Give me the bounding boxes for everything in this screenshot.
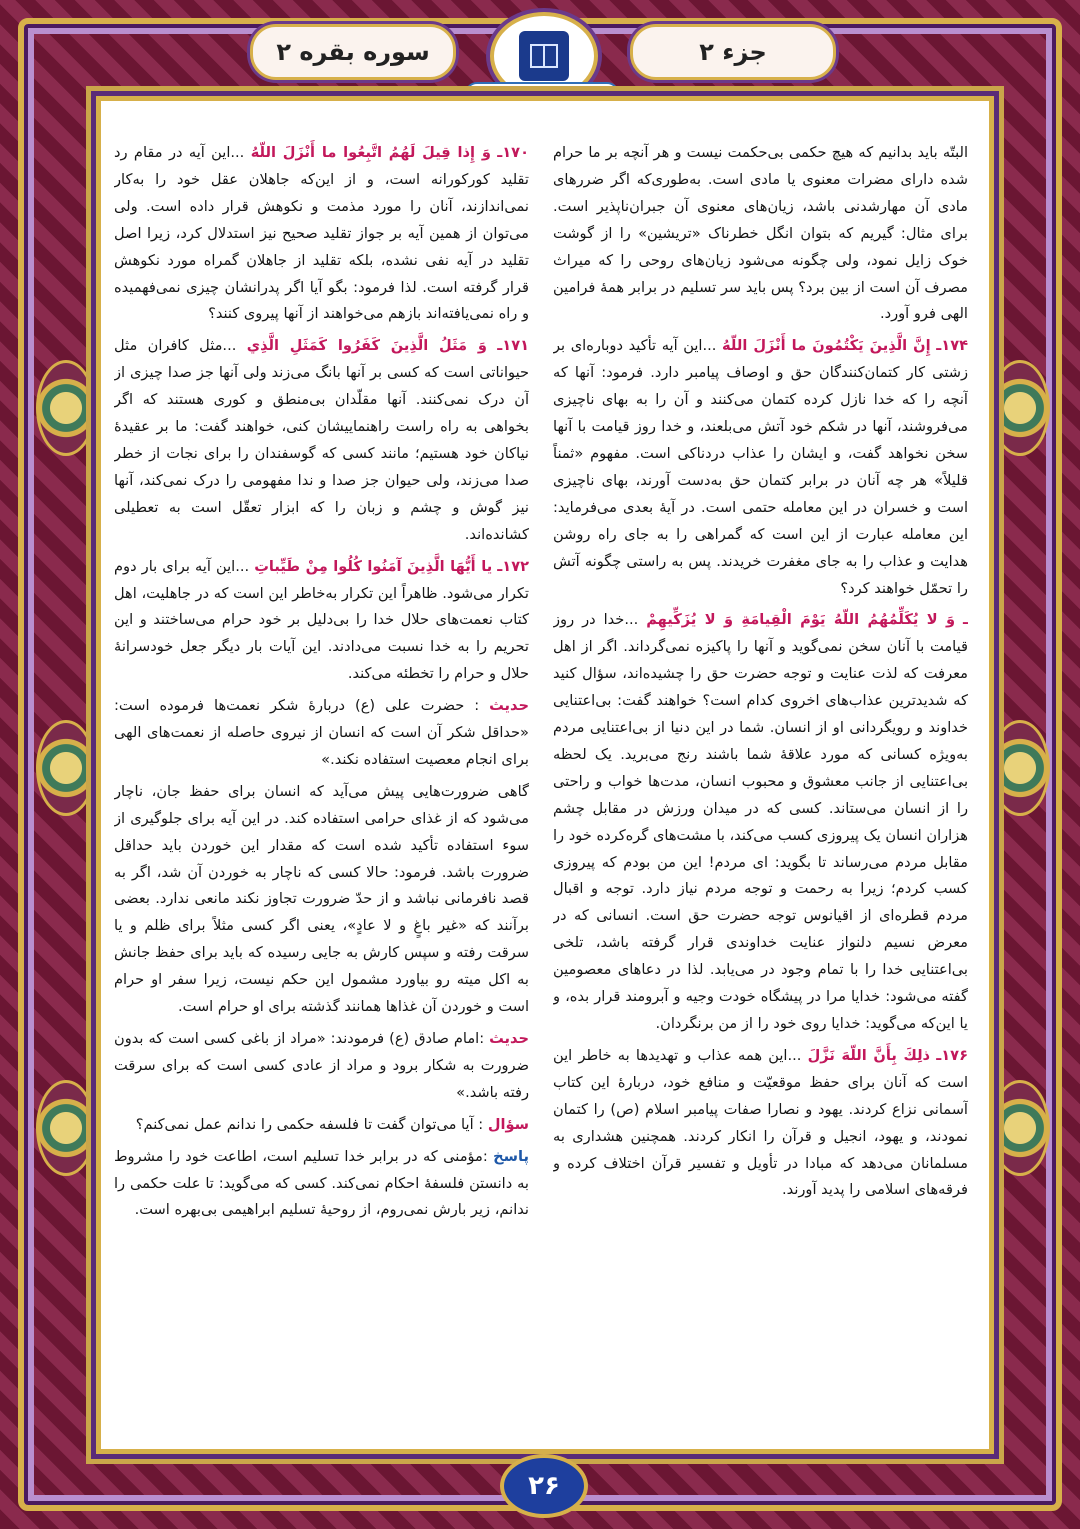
left-column <box>553 140 968 1400</box>
paragraph-text: ...این آیه برای بار دوم تکرار می‌شود. ظاهراً این تکرار به‌خاطر این است که در جاهلیت، اهل کتاب نعمت‌های حلال خدا را بی‌دلیل بر خود حرام می‌ساختند و این تحریم را به خدا نسبت می‌دادند. این آیات بار دیگر جعل خودسرانهٔ حلال و حرام را تخطئه می‌کند. <box>114 557 529 683</box>
commentary-paragraph <box>114 693 529 774</box>
paragraph-text: ...مثل کافران مثل حیواناتی است که کسی بر آنها بانگ می‌زند ولی آنها جز صدا چیزی از آن درک نمی‌کنند. آنها مقلّدان بی‌منطق و کوری هستند که اگر بخواهی به راه راست راهنماییشان کنی، خواهند گفت: ما بر عقیدهٔ نیاکان خود هستیم؛ مانند کسی که گوسفندان را برای نجات از خطر صدا می‌زند، ولی حیوان جز صدا و ندا مفهومی را درک نمی‌کند، آنها نیز گوش و چشم و زبان را که ابزار تعقّل است به تعطیلی کشانده‌اند. <box>114 337 529 543</box>
book-icon <box>527 39 561 73</box>
emblem-core <box>519 31 569 81</box>
verse-number: ـ <box>963 611 968 629</box>
border-medallion <box>36 720 96 816</box>
paragraph-text: ...این آیه تأکید دوباره‌ای بر زشتی کار کتمان‌کنندگان حق و اوصاف پیامبر دارد. فرمود: آنها که آنچه را که خدا نازل کرده کتمان می‌کنند و آن را به بهای ناچیزی می‌فروشند، آنها در شکم خود آتش می‌بلعند، و خدا روز قیامت با آنها سخن نخواهد گفت، و ایشان را عذاب دردناکی است. مفهوم «ثمناً قلیلاً» هر چه آنان در برابر کتمان حق به‌دست آورند، بهای ناچیزی است و خسران در این معامله حتمی است. در آیهٔ بعدی می‌فرماید: این معامله عبارت از این است که گمراهی را به جای راه روشن هدایت و عذاب را به جای مغفرت خریدند. پس به راستی چگونه آتش را تحمّل خواهند کرد؟ <box>553 337 968 597</box>
section-label: سؤال <box>487 1115 529 1133</box>
section-label: حدیث <box>489 1030 529 1047</box>
commentary-paragraph <box>553 333 968 602</box>
commentary-paragraph <box>553 140 968 328</box>
commentary-paragraph <box>114 554 529 689</box>
commentary-paragraph <box>114 1144 529 1225</box>
right-column <box>114 140 529 1400</box>
paragraph-text: ...این همه عذاب و تهدیدها به خاطر این است که آنان برای حفظ موقعیّت و منافع خود، دربارهٔ این کتاب آسمانی نزاع کردند. یهود و نصارا صفات پیامبر اسلام (ص) را کتمان نمودند، و یهود، انجیل و قرآن را انکار کردند. همچنین هشداری به مسلمانان می‌دهد که مبادا در تأویل و تفسیر قرآن اختلاف کرده و فرقه‌های اسلامی را پدید آورند. <box>553 1046 968 1199</box>
verse-arabic: وَ لا يُكَلِّمُهُمُ اللّهُ يَوْمَ الْقِيامَةِ وَ لا يُزَكِّيهِمْ <box>646 611 956 629</box>
verse-number: ۱۷۰ـ <box>497 144 529 161</box>
page-number: ۲۶ <box>500 1454 588 1518</box>
border-medallion <box>990 1080 1050 1176</box>
commentary-paragraph <box>114 1026 529 1107</box>
paragraph-text: ...این آیه در مقام رد تقلید کورکورانه است، و از این‌که جاهلان عقل خود را به‌کار نمی‌اندازند، آنان را مورد مذمت و نکوهش قرار داده است. ولی می‌توان از همین آیه بر جواز تقلید صحیح نیز استدلال کرد، زیرا اصل تقلید در آیه نفی نشده، بلکه تقلید از جاهلان گمراه مورد نکوهش قرار گرفته است. لذا فرمود: بگو آیا اگر پدرانشان چیزی نمی‌فهمیده و راه نمی‌یافته‌اند بازهم می‌خواهند از آنها پیروی کنند؟ <box>114 144 529 323</box>
section-label: حدیث <box>489 697 529 715</box>
juz-label: جزء ۲ <box>630 24 836 80</box>
commentary-paragraph <box>114 140 529 328</box>
paragraph-text: : آیا می‌توان گفت تا فلسفه حکمی را ندانم عمل نمی‌کنم؟ <box>135 1115 488 1133</box>
verse-arabic: وَ إِذا قِيلَ لَهُمُ اتَّبِعُوا ما أَنْزَلَ اللّهُ <box>250 144 491 161</box>
section-label: پاسخ <box>493 1147 529 1165</box>
commentary-paragraph <box>553 1043 968 1204</box>
verse-arabic: يا أَيُّهَا الَّذِينَ آمَنُوا كُلُوا مِنْ طَيِّباتِ <box>254 557 493 575</box>
paragraph-text: :مؤمنی که در برابر خدا تسلیم است، اطاعت خود را مشروط به دانستن فلسفهٔ احکام نمی‌کند. کسی که می‌گوید: تا علت حکمی را ندانم، زیر بارش نمی‌روم، از روحیهٔ تسلیم ابراهیمی بی‌بهره است. <box>114 1147 529 1219</box>
paragraph-text: : حضرت علی (ع) دربارهٔ شکر نعمت‌ها فرموده است: «حداقل شکر آن است که انسان از نیروی حاصله از نعمت‌های الهی برای انجام معصیت استفاده نکند.» <box>114 697 529 768</box>
commentary-paragraph <box>553 607 968 1038</box>
commentary-paragraph <box>114 779 529 1021</box>
paragraph-text: البتّه باید بدانیم که هیچ حکمی بی‌حکمت نیست و هر آنچه بر ما حرام شده دارای مضرات معنوی یا مادی است. به‌طوری‌که اگر ضررهای مادی آن مهارشدنی باشد، زیان‌های معنوی آن جبران‌ناپذیر است. برای مثال: گیریم که بتوان انگل خطرناک «تریشین» را از گوشت خوک زایل نمود، ولی چگونه می‌شود زیان‌های روحی را که میراث مصرف آن است از بین برد؟ پس باید سر تسلیم در برابر همهٔ فرامین الهی فرو آورد. <box>553 144 968 323</box>
border-medallion <box>990 720 1050 816</box>
verse-number: ۱۷۶ـ <box>936 1046 968 1064</box>
surah-label: سوره بقره ۲ <box>250 24 456 80</box>
paragraph-text: ...خدا در روز قیامت با آنان سخن نمی‌گوید و آنها را پاکیزه نمی‌گرداند. اگر از اهل معرفت که لذت عنایت و توجه حضرت حق را چشیده‌اند، سؤال کنید که شدیدترین عذاب‌های اخروی کدام است؟ خواهند گفت: بی‌اعتنایی خداوند و رویگردانی او از انسان. شما در این دنیا از بی‌اعتنایی مردم به‌ویژه کسانی که مورد علاقهٔ شما باشند رنج می‌برید. یک لحظه بی‌اعتنایی از جانب معشوق و محبوب انسان، مدت‌ها خواب و راحتی را از انسان می‌ستاند. کسی که در میدان ورزش در مقابل چشم هزاران انسان یک پیروزی کسب می‌کند، با مشت‌های گره‌کرده خود را مقابل مردم می‌رساند تا بگوید: ای مردم! این من بودم که پیروزی کسب کردم؛ زیرا به رحمت و توجه مردم نیاز دارد. توجه و اقبال مردم قطره‌ای از اقیانوس توجه حضرت حق است. انسانی که در معرض نسیم دلنواز عنایت خداوندی قرار گرفته باشد، تلخی بی‌اعتنایی خدا را با تمام وجود در می‌یابد. لذا در دعاهای معصومین گفته می‌شود: خدایا مرا در پیشگاه خودت وجیه و آبرومند قرار بده، و یا این‌که می‌گوید: خدایا روی خود را از من برنگردان. <box>553 611 968 1032</box>
border-medallion <box>990 360 1050 456</box>
commentary-columns <box>114 140 968 1400</box>
verse-number: ۱۷۱ـ <box>497 337 529 355</box>
border-medallion <box>36 360 96 456</box>
commentary-paragraph <box>114 333 529 548</box>
verse-arabic: وَ مَثَلُ الَّذِينَ كَفَرُوا كَمَثَلِ الَّذِي <box>246 337 487 355</box>
verse-number: ۱۷۲ـ <box>497 557 529 575</box>
verse-arabic: ذلِكَ بِأَنَّ اللّهَ نَزَّلَ <box>807 1046 931 1064</box>
verse-arabic: إِنَّ الَّذِينَ يَكْتُمُونَ ما أَنْزَلَ اللّهُ <box>722 337 931 355</box>
border-medallion <box>36 1080 96 1176</box>
paragraph-text: گاهی ضرورت‌هایی پیش می‌آید که انسان برای حفظ جان، ناچار می‌شود که از غذای حرامی استفاده کند. در این آیه برای جلوگیری از سوء استفاده تأکید شده است که مقدار این خوردن باید حداقل ضرورت باشد. فرمود: حالا کسی که ناچار به خوردن آن شد، اگر به قصد نافرمانی نباشد و از حدّ ضرورت تجاوز نکند مانعی ندارد. بعضی برآنند که «غیر باغٍ و لا عادٍ»، یعنی اگر کسی مثلاً برای ظلم و یا سرقت رفته و سپس کارش به جایی رسیده که باید برای حفظ جانش به اکل میته رو بیاورد مشمول این حکم نیست، زیرا سفر او حرام است و خوردن آن غذاها همانند گذشته برای او حرام است. <box>114 782 529 1016</box>
paragraph-text: :امام صادق (ع) فرمودند: «مراد از باغی کسی است که بدون ضرورت به شکار برود و مراد از عادی کسی است که برای سرقت رفته باشد.» <box>114 1030 529 1101</box>
commentary-paragraph <box>114 1112 529 1139</box>
verse-number: ۱۷۴ـ <box>936 337 968 355</box>
